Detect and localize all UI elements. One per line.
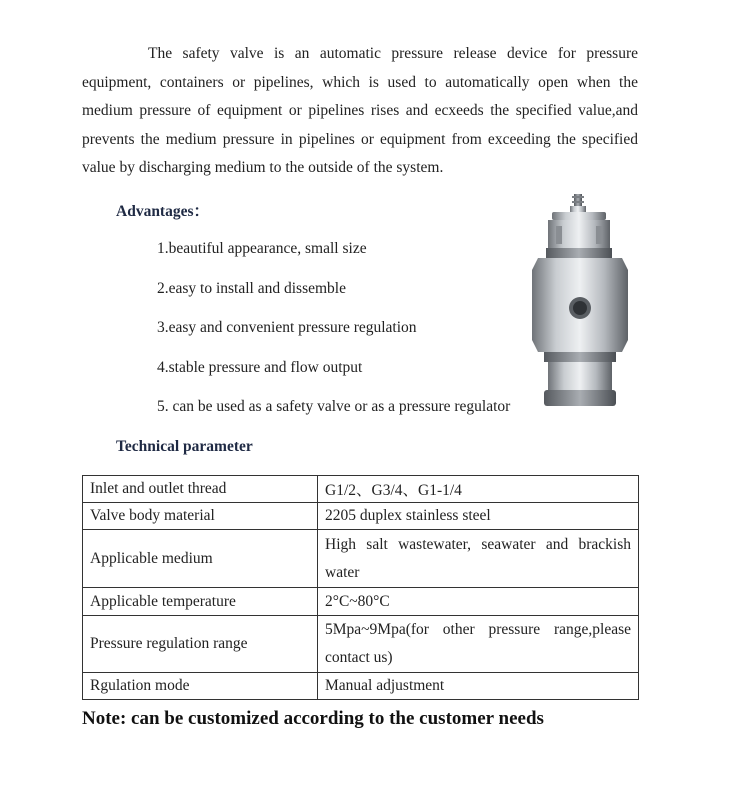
advantage-item: 4.stable pressure and flow output bbox=[157, 358, 363, 376]
intro-paragraph: The safety valve is an automatic pressure release device for pressure equipment, containers or pipelines, which is used to automatically open when the medium pressure of equipment or pipelines rises and ecxeeds the specified value,and prevents the medium pressure in pipelines or equipment from exceeding the specified value by discharging medium to the outside of the system. bbox=[82, 45, 638, 176]
advantage-item: 1.beautiful appearance, small size bbox=[157, 240, 367, 257]
param-value: G1/2、G3/4、G1-1/4 bbox=[318, 476, 639, 503]
param-label: Applicable temperature bbox=[83, 588, 318, 616]
technical-table bbox=[82, 475, 639, 700]
param-value: 2205 duplex stainless steel bbox=[318, 503, 639, 530]
param-value: Manual adjustment bbox=[318, 673, 639, 700]
advantage-item: 5. can be used as a safety valve or as a pressure regulator bbox=[157, 398, 511, 415]
param-value: 2°C~80°C bbox=[318, 588, 639, 616]
param-value: 5Mpa~9Mpa(for other pressure range,please contact us) bbox=[318, 616, 639, 673]
advantages-list bbox=[157, 232, 510, 430]
param-label: Pressure regulation range bbox=[83, 616, 318, 673]
advantage-item: 2.easy to install and dissemble bbox=[157, 279, 346, 297]
param-value: High salt wastewater, seawater and brackish water bbox=[318, 530, 639, 588]
advantage-item: 3.easy and convenient pressure regulation bbox=[157, 319, 417, 336]
note-text: Note: can be customized according to the customer needs bbox=[82, 708, 544, 729]
table-row bbox=[83, 588, 639, 616]
advantages-title: Advantages： bbox=[116, 203, 210, 220]
param-label: Rgulation mode bbox=[83, 673, 318, 700]
safety-valve-image bbox=[526, 192, 634, 410]
table-row bbox=[83, 476, 639, 503]
param-label: Applicable medium bbox=[83, 530, 318, 588]
technical-title: Technical parameter bbox=[116, 438, 253, 455]
table-row bbox=[83, 530, 639, 588]
param-label: Valve body material bbox=[83, 503, 318, 530]
table-row bbox=[83, 673, 639, 700]
table-row bbox=[83, 503, 639, 530]
table-row bbox=[83, 616, 639, 673]
param-label: Inlet and outlet thread bbox=[83, 476, 318, 503]
